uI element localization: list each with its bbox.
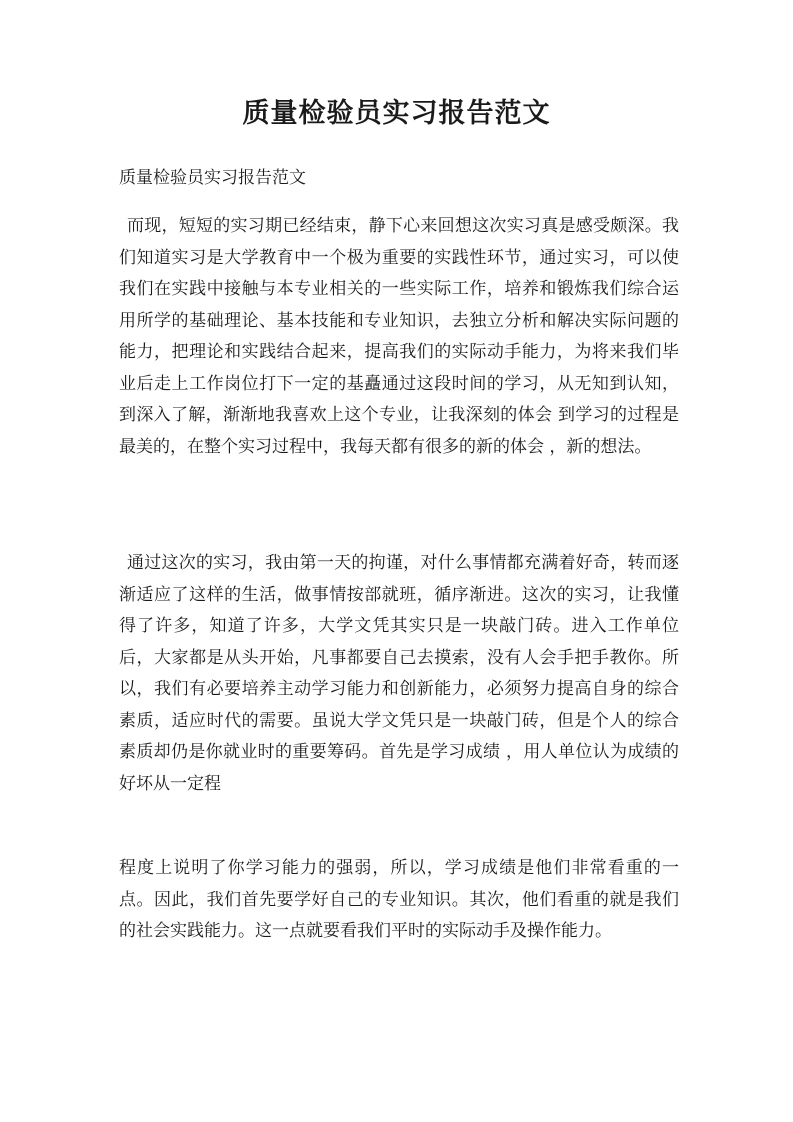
body-paragraph-1: 而现，短短的实习期已经结束，静下心来回想这次实习真是感受颇深。我们知道实习是大学教育中一个极为重要的实践性环节，通过实习，可以使我们在实践中接触与本专业相关的一些实际工作，培养和锻炼我们综合运用所学的基础理论、基本技能和专业知识，去独立分析和解决实际问题的能力，把理论和实践结合起来，提高我们的实际动手能力，为将来我们毕业后走上工作岗位打下一定的基矗通过这段时间的学习，从无知到认知，到深入了解，渐渐地我喜欢上这个专业，让我深刻的体会 到学习的过程是最美的，在整个实习过程中，我每天都有很多的新的体会 ，新的想法。 [119,216,679,457]
body-paragraph-3: 程度上说明了你学习能力的强弱，所以，学习成绩是他们非常看重的一点。因此，我们首先要学好自己的专业知识。其次，他们看重的就是我们的社会实践能力。这一点就要看我们平时的实际动手及操作能力。 [119,858,679,941]
document-subtitle: 质量检验员实习报告范文 [119,168,306,188]
page-title: 质量检验员实习报告范文 [242,98,551,129]
body-paragraph-2: 通过这次的实习，我由第一天的拘谨，对什么事情都充满着好奇，转而逐渐适应了这样的生活，做事情按部就班，循序渐进。这次的实习，让我懂得了许多，知道了许多，大学文凭其实只是一块敲门砖。进入工作单位后，大家都是从头开始，凡事都要自己去摸索，没有人会手把手教你。所以，我们有必要培养主动学习能力和创新能力，必须努力提高自身的综合素质，适应时代的需要。虽说大学文凭只是一块敲门砖，但是个人的综合素质却仍是你就业时的重要筹码。首先是学习成绩 ，用人单位认为成绩的好坏从一定程 [119,553,679,794]
